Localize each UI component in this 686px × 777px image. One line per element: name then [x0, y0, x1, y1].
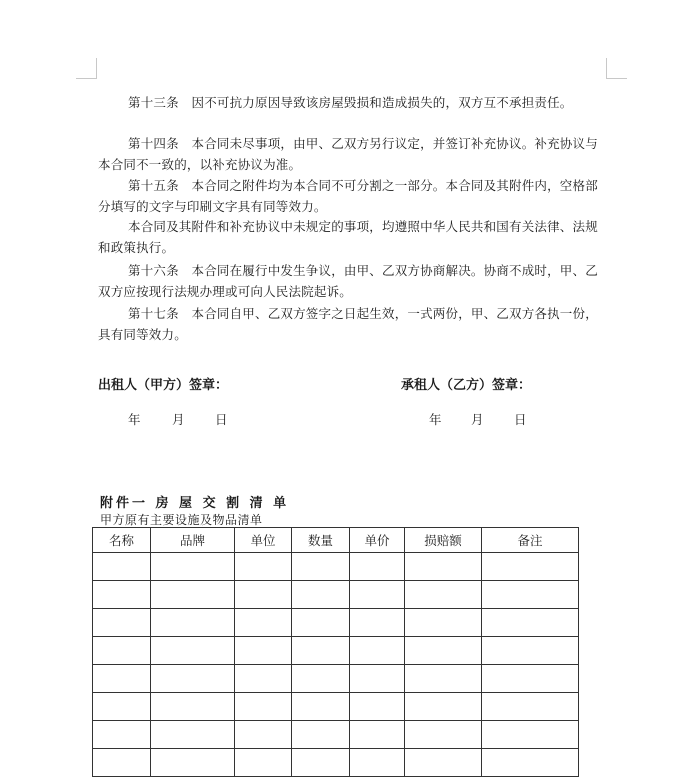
column-header-remarks: 备注 — [482, 528, 579, 553]
table-row — [93, 637, 579, 665]
column-header-damage-amount: 损赔额 — [405, 528, 482, 553]
month-label: 月 — [172, 412, 185, 427]
table-row — [93, 581, 579, 609]
table-cell — [93, 581, 151, 609]
table-cell — [292, 609, 350, 637]
table-cell — [405, 693, 482, 721]
table-cell — [350, 749, 405, 777]
table-cell — [292, 581, 350, 609]
table-cell — [350, 693, 405, 721]
table-row — [93, 665, 579, 693]
clause-13: 第十三条 因不可抗力原因导致该房屋毁损和造成损失的，双方互不承担责任。 — [128, 95, 573, 110]
table-cell — [93, 637, 151, 665]
column-header-unit: 单位 — [235, 528, 292, 553]
table-cell — [482, 665, 579, 693]
table-cell — [235, 553, 292, 581]
table-cell — [151, 553, 235, 581]
table-cell — [93, 553, 151, 581]
year-label: 年 — [128, 412, 141, 427]
table-header-row — [93, 528, 579, 553]
column-header-brand: 品牌 — [151, 528, 235, 553]
attachment-subtitle: 甲方原有主要设施及物品清单 — [100, 513, 263, 527]
page-corner-mark — [606, 58, 627, 79]
table-cell — [235, 665, 292, 693]
table-cell — [93, 693, 151, 721]
table-cell — [350, 581, 405, 609]
clause-15-supplement: 本合同及其附件和补充协议中未规定的事项，均遵照中华人民共和国有关法律、法规和政策执行。 — [98, 219, 598, 255]
table-cell — [151, 721, 235, 749]
month-label: 月 — [471, 412, 484, 427]
table-cell — [405, 553, 482, 581]
attachment-title: 附件一 房 屋 交 割 清 单 — [100, 496, 290, 511]
handover-inventory-table — [92, 527, 579, 777]
table-cell — [235, 749, 292, 777]
lessee-signature-label: 承租人（乙方）签章： — [401, 378, 532, 393]
table-row — [93, 553, 579, 581]
clause-16: 第十六条 本合同在履行中发生争议，由甲、乙双方协商解决。协商不成时，甲、乙双方应按现行法规办理或可向人民法院起诉。 — [98, 263, 598, 299]
table-cell — [482, 693, 579, 721]
table-cell — [93, 749, 151, 777]
table-cell — [405, 665, 482, 693]
table-row — [93, 721, 579, 749]
table-cell — [350, 637, 405, 665]
table-cell — [292, 665, 350, 693]
table-cell — [405, 581, 482, 609]
table-cell — [350, 553, 405, 581]
table-cell — [350, 665, 405, 693]
table-cell — [235, 721, 292, 749]
table-cell — [292, 693, 350, 721]
table-cell — [482, 553, 579, 581]
clause-15: 第十五条 本合同之附件均为本合同不可分割之一部分。本合同及其附件内，空格部分填写的文字与印刷文字具有同等效力。 — [98, 178, 598, 214]
year-label: 年 — [429, 412, 442, 427]
table-cell — [292, 749, 350, 777]
table-cell — [151, 693, 235, 721]
table-cell — [405, 637, 482, 665]
table-cell — [93, 721, 151, 749]
lessor-signature-label: 出租人（甲方）签章： — [98, 378, 229, 393]
table-cell — [235, 693, 292, 721]
table-row — [93, 693, 579, 721]
table-cell — [405, 721, 482, 749]
table-cell — [235, 637, 292, 665]
table-cell — [151, 581, 235, 609]
table-cell — [350, 721, 405, 749]
table-cell — [482, 581, 579, 609]
table-cell — [235, 581, 292, 609]
table-cell — [292, 637, 350, 665]
column-header-name: 名称 — [93, 528, 151, 553]
table-cell — [482, 749, 579, 777]
lessor-date — [128, 410, 228, 428]
table-cell — [235, 609, 292, 637]
column-header-unit-price: 单价 — [350, 528, 405, 553]
table-cell — [292, 553, 350, 581]
table-cell — [482, 721, 579, 749]
table-cell — [93, 609, 151, 637]
table-row — [93, 609, 579, 637]
clause-14: 第十四条 本合同未尽事项，由甲、乙双方另行议定，并签订补充协议。补充协议与本合同不一致的，以补充协议为准。 — [98, 136, 598, 172]
lessee-date — [429, 410, 527, 428]
table-cell — [482, 637, 579, 665]
table-cell — [482, 609, 579, 637]
table-cell — [151, 609, 235, 637]
clause-17: 第十七条 本合同自甲、乙双方签字之日起生效，一式两份，甲、乙双方各执一份，具有同等效力。 — [98, 306, 598, 342]
table-row — [93, 749, 579, 777]
table-cell — [350, 609, 405, 637]
table-cell — [151, 637, 235, 665]
day-label: 日 — [514, 412, 527, 427]
table-cell — [292, 721, 350, 749]
table-cell — [405, 609, 482, 637]
page-corner-mark — [76, 58, 97, 79]
table-cell — [405, 749, 482, 777]
table-cell — [151, 665, 235, 693]
table-cell — [151, 749, 235, 777]
day-label: 日 — [215, 412, 228, 427]
table-cell — [93, 665, 151, 693]
column-header-quantity: 数量 — [292, 528, 350, 553]
